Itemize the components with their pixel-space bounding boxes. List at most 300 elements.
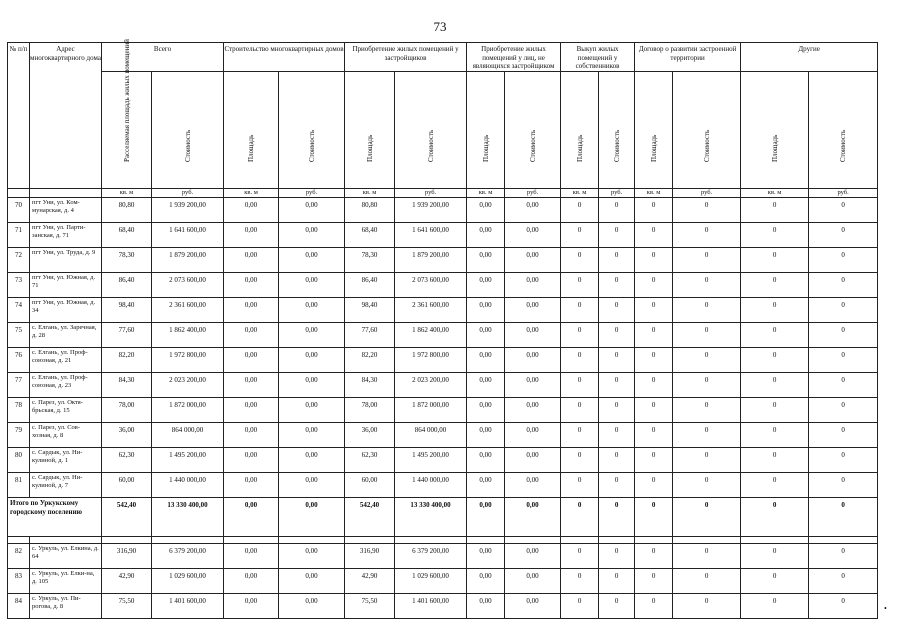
row-value: 0,00	[279, 422, 345, 447]
row-value: 0	[809, 568, 878, 593]
row-value: 0	[809, 247, 878, 272]
row-number: 77	[8, 372, 30, 397]
row-value: 0	[635, 322, 673, 347]
unit-cell: руб.	[673, 188, 741, 197]
row-value: 864 000,00	[395, 422, 467, 447]
row-value: 2 023 200,00	[152, 372, 224, 397]
row-value: 75,50	[345, 593, 395, 618]
subheader-area: Площадь	[741, 71, 809, 188]
row-number: 80	[8, 447, 30, 472]
row-address: с. Сардык, ул. Ни-кулиной, д. 1	[30, 447, 102, 472]
row-value: 1 641 600,00	[395, 222, 467, 247]
row-value: 0,00	[467, 422, 505, 447]
units-row	[8, 188, 878, 197]
row-value: 0	[673, 197, 741, 222]
row-value: 78,30	[102, 247, 152, 272]
row-value: 0	[741, 568, 809, 593]
row-value: 0,00	[505, 247, 561, 272]
row-value: 0	[673, 247, 741, 272]
total-value: 0,00	[279, 497, 345, 536]
row-value: 82,20	[345, 347, 395, 372]
row-value: 0,00	[224, 372, 279, 397]
row-value: 1 401 600,00	[395, 593, 467, 618]
row-value: 0,00	[505, 472, 561, 497]
header-buyback: Выкуп жилых помещений у собственников	[561, 43, 635, 72]
subheader-cost: Стоимость	[673, 71, 741, 188]
row-value: 2 023 200,00	[395, 372, 467, 397]
row-value: 0,00	[467, 247, 505, 272]
row-value: 0,00	[279, 447, 345, 472]
row-value: 0	[561, 272, 599, 297]
row-value: 0,00	[224, 322, 279, 347]
row-value: 0,00	[279, 197, 345, 222]
row-value: 0,00	[467, 593, 505, 618]
row-value: 0	[741, 447, 809, 472]
header-construction: Строительство многоквартирных домов	[224, 43, 345, 72]
row-value: 0,00	[279, 272, 345, 297]
row-value: 1 440 000,00	[152, 472, 224, 497]
row-value: 0	[635, 397, 673, 422]
row-value: 0	[599, 372, 635, 397]
row-value: 0	[561, 568, 599, 593]
row-value: 82,20	[102, 347, 152, 372]
unit-cell: кв. м	[635, 188, 673, 197]
row-value: 0,00	[505, 593, 561, 618]
row-value: 0,00	[224, 397, 279, 422]
unit-cell: кв. м	[741, 188, 809, 197]
row-value: 84,30	[345, 372, 395, 397]
row-value: 1 972 800,00	[152, 347, 224, 372]
row-value: 0,00	[224, 197, 279, 222]
row-value: 0	[635, 297, 673, 322]
row-value: 0,00	[467, 447, 505, 472]
row-value: 0	[599, 322, 635, 347]
header-total: Всего	[102, 43, 224, 72]
row-value: 1 641 600,00	[152, 222, 224, 247]
row-number: 75	[8, 322, 30, 347]
total-value: 13 330 400,00	[152, 497, 224, 536]
row-value: 0	[809, 543, 878, 568]
row-value: 0,00	[224, 447, 279, 472]
row-value: 0,00	[279, 347, 345, 372]
row-value: 1 972 800,00	[395, 347, 467, 372]
row-value: 1 495 200,00	[395, 447, 467, 472]
row-value: 60,00	[102, 472, 152, 497]
row-value: 0	[809, 347, 878, 372]
row-value: 0,00	[505, 272, 561, 297]
scan-mark: •	[884, 604, 887, 613]
row-value: 2 361 600,00	[395, 297, 467, 322]
page-number: 73	[433, 19, 447, 34]
row-value: 0,00	[467, 297, 505, 322]
row-value: 0,00	[505, 197, 561, 222]
unit-cell: руб.	[599, 188, 635, 197]
header-contract: Договор о развитии застроенной территории	[635, 43, 741, 72]
subheader-cost: Стоимость	[395, 71, 467, 188]
table-row	[8, 347, 878, 372]
row-value: 68,40	[345, 222, 395, 247]
row-number: 71	[8, 222, 30, 247]
row-value: 0	[741, 543, 809, 568]
row-value: 0	[635, 422, 673, 447]
row-value: 0,00	[224, 247, 279, 272]
row-value: 0	[741, 472, 809, 497]
table-row	[8, 322, 878, 347]
row-value: 0	[561, 397, 599, 422]
row-value: 0,00	[279, 593, 345, 618]
unit-cell: кв. м	[102, 188, 152, 197]
row-value: 0	[809, 472, 878, 497]
row-value: 0	[741, 372, 809, 397]
total-value: 0	[809, 497, 878, 536]
unit-cell: кв. м	[224, 188, 279, 197]
row-value: 36,00	[102, 422, 152, 447]
row-value: 0	[635, 372, 673, 397]
row-value: 0,00	[224, 543, 279, 568]
row-address: пгт Уни, ул. Южная, д. 71	[30, 272, 102, 297]
total-value: 0,00	[505, 497, 561, 536]
row-address: пгт Уни, ул. Парти-занская, д. 71	[30, 222, 102, 247]
row-value: 6 379 200,00	[395, 543, 467, 568]
row-address: с. Уркуль, ул. Пи-рогова, д. 8	[30, 593, 102, 618]
row-value: 0,00	[467, 222, 505, 247]
row-value: 0	[673, 222, 741, 247]
row-value: 1 939 200,00	[395, 197, 467, 222]
row-value: 0,00	[467, 347, 505, 372]
table-row	[8, 197, 878, 222]
subheader-area: Площадь	[467, 71, 505, 188]
row-value: 0	[635, 222, 673, 247]
row-value: 1 872 000,00	[395, 397, 467, 422]
subheader-area: Площадь	[635, 71, 673, 188]
row-value: 0	[741, 222, 809, 247]
row-value: 1 401 600,00	[152, 593, 224, 618]
row-address: пгт Уни, ул. Труда, д. 9	[30, 247, 102, 272]
row-value: 0,00	[224, 422, 279, 447]
row-value: 0	[561, 297, 599, 322]
row-number: 76	[8, 347, 30, 372]
row-value: 0	[809, 397, 878, 422]
row-value: 0,00	[467, 197, 505, 222]
table-row	[8, 272, 878, 297]
unit-cell: руб.	[809, 188, 878, 197]
row-address: с. Парез, ул. Октя-брьская, д. 15	[30, 397, 102, 422]
row-value: 0,00	[505, 568, 561, 593]
row-value: 0,00	[279, 322, 345, 347]
row-value: 0,00	[224, 347, 279, 372]
row-value: 78,30	[345, 247, 395, 272]
row-value: 0,00	[505, 297, 561, 322]
row-value: 0,00	[279, 397, 345, 422]
housing-table	[7, 38, 878, 619]
row-value: 0,00	[505, 322, 561, 347]
row-value: 0	[673, 372, 741, 397]
unit-cell: кв. м	[467, 188, 505, 197]
row-value: 0	[741, 322, 809, 347]
row-value: 0	[561, 447, 599, 472]
subheader-area: Площадь	[345, 71, 395, 188]
row-value: 0	[673, 297, 741, 322]
row-value: 0	[635, 568, 673, 593]
total-label: Итого по Уркукскому городскому поселению	[8, 497, 102, 536]
row-value: 62,30	[345, 447, 395, 472]
row-value: 0	[561, 222, 599, 247]
total-value: 0	[635, 497, 673, 536]
subheader-cost: Стоимость	[279, 71, 345, 188]
row-value: 864 000,00	[152, 422, 224, 447]
row-value: 0	[809, 447, 878, 472]
row-value: 0	[635, 347, 673, 372]
table-row	[8, 422, 878, 447]
table-row	[8, 372, 878, 397]
table-row	[8, 397, 878, 422]
row-value: 42,90	[102, 568, 152, 593]
row-value: 0	[599, 197, 635, 222]
row-address: с. Елгань, ул. Проф-союзная, д. 23	[30, 372, 102, 397]
row-value: 0	[635, 247, 673, 272]
row-value: 60,00	[345, 472, 395, 497]
row-value: 0	[673, 447, 741, 472]
row-value: 0	[741, 593, 809, 618]
row-value: 0	[599, 472, 635, 497]
row-value: 0	[635, 593, 673, 618]
table-row	[8, 593, 878, 618]
row-value: 68,40	[102, 222, 152, 247]
total-row	[8, 497, 878, 536]
row-value: 0	[809, 322, 878, 347]
total-value: 13 330 400,00	[395, 497, 467, 536]
row-value: 0	[599, 397, 635, 422]
row-value: 0,00	[505, 347, 561, 372]
row-number: 74	[8, 297, 30, 322]
row-value: 80,80	[102, 197, 152, 222]
row-value: 1 495 200,00	[152, 447, 224, 472]
row-number: 83	[8, 568, 30, 593]
row-value: 0	[561, 422, 599, 447]
row-value: 0	[673, 422, 741, 447]
row-value: 0,00	[467, 372, 505, 397]
row-value: 0,00	[505, 422, 561, 447]
row-value: 2 361 600,00	[152, 297, 224, 322]
row-value: 86,40	[102, 272, 152, 297]
subheader-area: Площадь	[561, 71, 599, 188]
row-value: 0	[561, 372, 599, 397]
table-row	[8, 222, 878, 247]
row-value: 0	[673, 472, 741, 497]
row-address: с. Елгань, ул. Заречная, д. 28	[30, 322, 102, 347]
row-value: 316,90	[345, 543, 395, 568]
row-value: 0	[599, 272, 635, 297]
row-value: 0,00	[467, 397, 505, 422]
table-row	[8, 472, 878, 497]
row-value: 2 073 600,00	[395, 272, 467, 297]
row-value: 1 879 200,00	[152, 247, 224, 272]
row-value: 0	[741, 347, 809, 372]
subheader-cost: Стоимость	[505, 71, 561, 188]
row-value: 0	[561, 347, 599, 372]
row-value: 2 073 600,00	[152, 272, 224, 297]
row-number: 72	[8, 247, 30, 272]
row-value: 0,00	[279, 472, 345, 497]
row-value: 77,60	[345, 322, 395, 347]
row-value: 0	[599, 543, 635, 568]
table-row	[8, 543, 878, 568]
unit-cell: кв. м	[345, 188, 395, 197]
row-value: 0	[561, 593, 599, 618]
row-value: 0,00	[279, 297, 345, 322]
unit-cell: кв. м	[561, 188, 599, 197]
total-value: 542,40	[345, 497, 395, 536]
row-value: 0	[599, 593, 635, 618]
row-value: 0,00	[505, 372, 561, 397]
row-value: 0	[599, 568, 635, 593]
row-value: 0	[809, 593, 878, 618]
row-value: 78,00	[345, 397, 395, 422]
row-value: 0	[809, 372, 878, 397]
row-value: 0	[673, 593, 741, 618]
row-address: с. Уркуль, ул. Елкина, д. 64	[30, 543, 102, 568]
row-value: 75,50	[102, 593, 152, 618]
row-address: с. Уркуль, ул. Елки-на, д. 105	[30, 568, 102, 593]
row-value: 0,00	[505, 447, 561, 472]
row-number: 78	[8, 397, 30, 422]
row-value: 6 379 200,00	[152, 543, 224, 568]
row-value: 98,40	[102, 297, 152, 322]
row-value: 0,00	[224, 297, 279, 322]
row-value: 0	[673, 397, 741, 422]
total-value: 0	[599, 497, 635, 536]
row-value: 0	[561, 472, 599, 497]
row-value: 1 862 400,00	[395, 322, 467, 347]
row-number: 70	[8, 197, 30, 222]
header-num: № п/п	[8, 43, 30, 189]
row-value: 0	[741, 422, 809, 447]
row-value: 0	[635, 543, 673, 568]
row-value: 78,00	[102, 397, 152, 422]
row-value: 1 939 200,00	[152, 197, 224, 222]
row-value: 0	[673, 322, 741, 347]
total-value: 0	[673, 497, 741, 536]
header-other: Другие	[741, 43, 878, 72]
subheader-cost: Стоимость	[152, 71, 224, 188]
row-value: 36,00	[345, 422, 395, 447]
row-number: 84	[8, 593, 30, 618]
row-value: 0,00	[505, 543, 561, 568]
row-address: с. Сардык, ул. Ни-кулиной, д. 7	[30, 472, 102, 497]
row-value: 0	[741, 197, 809, 222]
row-value: 0	[673, 568, 741, 593]
row-value: 0	[741, 297, 809, 322]
row-value: 0	[599, 447, 635, 472]
row-value: 1 029 600,00	[152, 568, 224, 593]
total-value: 0,00	[467, 497, 505, 536]
row-value: 1 029 600,00	[395, 568, 467, 593]
row-value: 1 440 000,00	[395, 472, 467, 497]
row-value: 0,00	[224, 222, 279, 247]
row-value: 0	[673, 543, 741, 568]
row-value: 316,90	[102, 543, 152, 568]
header-address: Адрес многоквартирного дома	[30, 43, 102, 189]
header-purchase-developers: Приобретение жилых помещений у застройщиков	[345, 43, 467, 72]
row-value: 0	[635, 447, 673, 472]
row-value: 0,00	[467, 472, 505, 497]
subheader-cost: Стоимость	[809, 71, 878, 188]
row-value: 0,00	[224, 472, 279, 497]
row-number: 79	[8, 422, 30, 447]
table-row	[8, 247, 878, 272]
row-value: 0	[561, 247, 599, 272]
row-value: 0	[809, 197, 878, 222]
row-number: 81	[8, 472, 30, 497]
row-value: 80,80	[345, 197, 395, 222]
row-address: с. Елгань, ул. Проф-союзная, д. 21	[30, 347, 102, 372]
row-value: 0	[635, 472, 673, 497]
row-number: 82	[8, 543, 30, 568]
row-value: 0	[561, 322, 599, 347]
row-value: 0,00	[467, 322, 505, 347]
row-value: 98,40	[345, 297, 395, 322]
row-value: 0,00	[224, 593, 279, 618]
row-value: 0,00	[279, 247, 345, 272]
row-value: 0	[809, 297, 878, 322]
row-value: 0	[599, 422, 635, 447]
row-value: 1 872 000,00	[152, 397, 224, 422]
row-value: 0,00	[279, 222, 345, 247]
table-row	[8, 447, 878, 472]
row-value: 0,00	[224, 568, 279, 593]
row-value: 77,60	[102, 322, 152, 347]
row-address: пгт Уни, ул. Южная, д. 34	[30, 297, 102, 322]
row-value: 0,00	[505, 222, 561, 247]
row-value: 86,40	[345, 272, 395, 297]
row-value: 0	[561, 197, 599, 222]
row-value: 0,00	[505, 397, 561, 422]
unit-cell: руб.	[505, 188, 561, 197]
total-value: 542,40	[102, 497, 152, 536]
unit-cell: руб.	[279, 188, 345, 197]
subheader-area: Площадь	[224, 71, 279, 188]
row-value: 0	[599, 247, 635, 272]
header-purchase-others: Приобретение жилых помещений у лиц, не являющихся застройщиком	[467, 43, 561, 72]
spacer-row	[8, 536, 878, 543]
row-value: 0,00	[467, 272, 505, 297]
row-value: 0	[599, 347, 635, 372]
row-value: 0	[599, 297, 635, 322]
subheader-area-resettled: Расселяемая площадь жилых помещений	[102, 71, 152, 188]
row-value: 0,00	[467, 543, 505, 568]
row-value: 0	[809, 222, 878, 247]
row-value: 0	[635, 272, 673, 297]
row-value: 0	[673, 272, 741, 297]
table-row	[8, 568, 878, 593]
row-value: 84,30	[102, 372, 152, 397]
total-value: 0,00	[224, 497, 279, 536]
row-value: 0,00	[224, 272, 279, 297]
row-value: 0,00	[279, 372, 345, 397]
row-value: 0	[741, 397, 809, 422]
subheader-cost: Стоимость	[599, 71, 635, 188]
row-value: 0	[741, 272, 809, 297]
row-value: 62,30	[102, 447, 152, 472]
unit-cell: руб.	[152, 188, 224, 197]
row-value: 0	[809, 422, 878, 447]
table-row	[8, 297, 878, 322]
row-value: 0,00	[467, 568, 505, 593]
row-address: пгт Уни, ул. Ком-мунарская, д. 4	[30, 197, 102, 222]
row-value: 0	[741, 247, 809, 272]
row-value: 0	[809, 272, 878, 297]
row-value: 0,00	[279, 568, 345, 593]
